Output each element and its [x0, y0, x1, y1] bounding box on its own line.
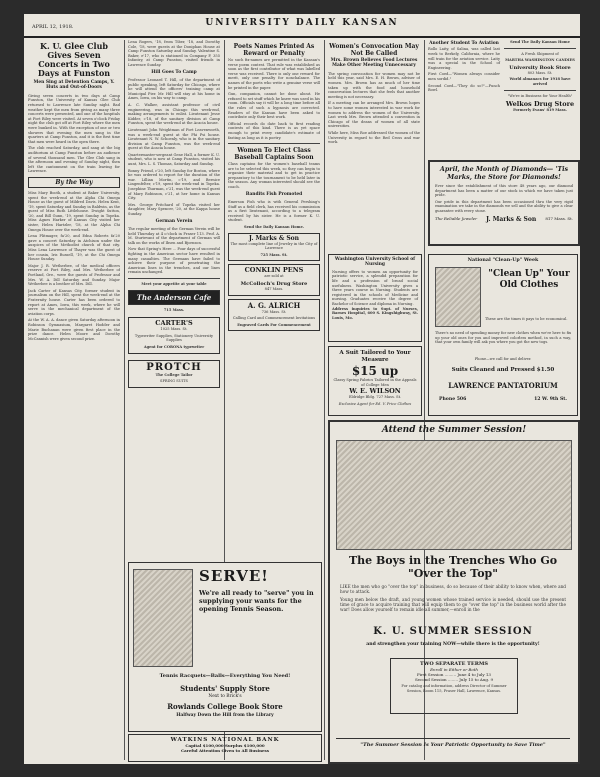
suit-price: $15 up: [351, 364, 399, 378]
protch-ad: [128, 360, 220, 388]
summer-footer: "The Summer Session Is Your Patriotic Opportunity to Save Time": [336, 738, 570, 748]
students-supply: Students' Supply Store: [180, 684, 270, 693]
wilson-address: Eldridge Bldg. 727 Mass. St.: [348, 395, 402, 400]
aviation-heading: Another Student To Aviation: [429, 41, 499, 46]
glee-club-subhead: Men Sing at Detention Camps, Y. Huts and Out-of-Doors: [33, 80, 115, 91]
column-rule: [324, 40, 325, 760]
serve-heading: SERVE!: [199, 567, 269, 585]
ubs-address: 803 Mass. St.: [527, 70, 553, 75]
column-3: [228, 40, 320, 558]
article-text: No such fix-names are permitted in the Kansan's verse poem contest. That rule was established as soon as the first contributor of what was labelled verse was received. There is only one reward for merit, only one penalty for nonchalance. The names of the poets who write a genuine verse will be printed in the paper.: [228, 58, 320, 90]
article-text: Now that Spring's Here ... Four days of successful fighting in the American sector have resulted in many casualties. The Germans have failed to achieve their purpose of penetrating the American lines in the trenches, and our lines remain unchanged.: [128, 247, 220, 275]
april-reliable: The Reliable Jeweler: [435, 215, 478, 221]
trenches-illustration: [336, 440, 572, 550]
convocation-headline: Women's Convocation May Not Be Called: [329, 43, 419, 57]
poets-headline: Poets Names Printed As Reward or Penalty: [233, 43, 315, 57]
article-text: The club reached Saturday, and sang at the big auditorium at Camp Funston before an audience of several thousand men. The Glee Club sang in the afternoon and evening of Sunday night, then left the cantonment on the train leaving for Lawrence.: [28, 146, 120, 174]
carters-ad: [128, 317, 220, 353]
article-text: Professor Leonard T. Hill, of the department of public speaking, left Saturday for Chicago, where he will attend the officers' training camp at Municipal Pier. Mr. Hill will stay at his home in Ames, Iowa, on his way to camp.: [128, 77, 220, 101]
article-text: The regular meeting of the German Verein will be held Thursday at 4 o'clock in Fraser 113. Prof. A. M. Sturtevant of the department of German will talk on the works of Ibsen and Bjornson.: [128, 227, 220, 245]
serve-ad: [128, 562, 322, 732]
german-heading: German Verein: [155, 218, 193, 224]
april-title: April, the Month of Diamonds— 'Tis Marks, the Store for Diamonds!: [439, 165, 569, 181]
protch-sub: SPRING SUITS: [160, 379, 188, 384]
send-daily: Send the Daily Kansan Home.: [244, 225, 304, 230]
article-text: Bonny Friend, c'20, left Sunday for Boston, where he was ordered to report for the duration of the war. Lillian Mortin, c'19, and Bernice Lingenfelter, c'19, spent the week-end in Topeka. Josephine Thurman, c'21, was the week-end guest of Mary Robinson, c'21, at her home in Kansas City.: [128, 168, 220, 201]
glee-club-headline: K. U. Glee Club Gives Seven Concerts in Two Days at Funston: [37, 41, 111, 78]
cleanup-hard: These are the times it pays to be economical.: [485, 317, 568, 321]
terms-heading: TWO SEPARATE TERMS: [420, 661, 488, 667]
article-text: At the W. A. A. dance given Saturday afternoon in Robinson Gymnasium, Margaret Hodder and Marie Buchanan were given first place in the prize dance. Helen Moore and Dorothy McCannish were given second prize.: [28, 318, 120, 341]
april-diamonds-ad: [428, 160, 580, 246]
article-text: If a meeting can be arranged Mrs. Brown hopes to have some women interested in war work for women to address the women of the University. Last week Mrs. Brown attended a convention in Chicago of the deans of women of all state universities.: [328, 101, 420, 129]
washington-heading: Washington University School of Nursing: [334, 257, 416, 268]
april-body-2: Our pride in this department has been occasioned thru the very rigid examination we take in the diamonds we sell and the ability to give a clear guarantee with every stone.: [435, 199, 573, 213]
suit-line: Classy Spring Fabrics Tailored in the Appeals of College Men: [333, 378, 417, 387]
article-text: Rollo Laity, of Salina, was called last week to Berkely, California, where he will train for the aviation service. Laity was a special in the School of Engineering.: [428, 47, 500, 70]
summer-body: LIKE the men who go "over the top" in business, do so because of their ability to know when, where and how to attack.: [340, 584, 566, 595]
joke-second: Second Coed—"They do so?"—Punch Bowl.: [428, 83, 500, 93]
marks-line: The most complete line of Jewelry in the City of Lawrence: [230, 241, 318, 251]
washington-nursing-ad: [328, 254, 422, 342]
april-body: Ever since the establishment of this store 48 years ago, our diamond department has been a matter of our stock in which we have taken just pride.: [435, 184, 573, 198]
carters-agent: Agent for CORONA typewriter: [143, 344, 205, 349]
article-text: Mrs. George Pritchard of Topeka visited her daughter, Mary Spencer, '20, at the Kappa house Sunday.: [128, 202, 220, 216]
serve-items: Tennis Racquets—Balls—Everything You Need!: [159, 673, 291, 679]
article-text: Lieutenant John Weightman of Fort Leavenworth, was a week-end guest at the Phi Psi house. Lieutenant N. W. Schoenly, who is in the sanitary division at Camp Funston, was the week-end guest at the Acacia house.: [128, 127, 220, 151]
cleanup-headline: "Clean Up" Your Old Clothes: [488, 269, 570, 290]
summer-body-2: Young men below the draft, and young women whose trained service is needed, should use the present time of grace to acquire training that will equip them to go "over the top" in the business world after the war! Does allow yourself to remain idle all summer,—enroll in the: [340, 597, 566, 613]
newspaper-page: [24, 14, 580, 764]
serve-body: We're all ready to "serve" you in supplying your wants for the opening Tennis Season.: [199, 589, 314, 613]
article-text: Quartermaster-sergeant Gene Hall, a former K. U. student, who is now at Camp Funston, visited his aunt, Mrs. L. S. Thomas, Saturday and Sunday.: [128, 152, 220, 167]
conklin-ad: [228, 264, 320, 295]
alrich-address: 736 Mass. St.: [261, 309, 287, 314]
summer-strengthen: and strengthen your training NOW—while there is the opportunity!: [366, 642, 540, 647]
fresh-shipment: A Fresh Shipment of: [521, 51, 559, 56]
watkins-name: WATKINS NATIONAL BANK: [170, 737, 280, 743]
first-term: First Session ......... June 4 to July 13: [417, 672, 491, 677]
column-rule: [124, 40, 125, 760]
cleanup-header: National "Clean-Up" Week: [467, 257, 539, 263]
marks-ad: [228, 233, 320, 262]
tennis-player-illustration: [133, 569, 193, 667]
summer-headline: The Boys in the Trenches Who Go "Over the Top": [348, 554, 558, 580]
tailor-illustration: [435, 267, 481, 327]
column-1: [28, 40, 120, 760]
joke-first: First Coed—"Women always consider men sordid.": [428, 72, 500, 81]
article-text: Miss Mary Booth, a student at Baker University, spent the week-end at the Alpha Chi Omega House as the guest of Mildred Davis. Helen Kent, '19, spent Saturday and Sunday in Baldwin, as the guest of Miss Ruth Littlehouse. Dwight Sutton, '20, and Bill Gunn, '19, spent Sunday in Topeka. Miss Agnes Harker of Kansas City visited her sister, Helen Hartzler, '18, at the Alpha Chi Omega House over the week-end.: [28, 190, 120, 232]
summer-session-ad: [328, 420, 580, 764]
pantatorium-address: 12 W. 9th St.: [534, 397, 567, 402]
mccolloch-address: 847 Mass.: [264, 287, 284, 291]
convocation-subhead: Mrs. Brown Believes Food Lectures Make Other Meeting Unnecessary: [330, 58, 418, 69]
welkos-name: Welkos Drug Store: [505, 100, 575, 109]
attend-banner: Attend the Summer Session!: [381, 425, 527, 435]
pantatorium-phone: Phone 506: [439, 397, 467, 402]
next-to: Next to Brick's: [208, 694, 242, 699]
conklin-line: are sold at: [264, 274, 284, 279]
catalog-info: For catalog and information, address Director of Summer Session, Room 115, Fraser Hall, Lawrence, Kansas.: [401, 684, 507, 693]
watkins-ad: [128, 734, 322, 762]
april-address: 817 Mass. St.: [545, 215, 573, 221]
women-baseball-headline: Women To Elect Class Baseball Captains Soon: [234, 147, 314, 162]
by-the-way-box: [28, 177, 120, 188]
article-text: The spring convocation for women may not be held this year, said Mrs. E. H. Brown, adviser of women. Mrs. Brown has as much of her time taken up with the food and household conservation lectures that she feels that another meeting is not necessary.: [328, 71, 420, 99]
watkins-careful: Careful Attention Given to All Business: [180, 748, 270, 753]
article-text: Major J. R. Wetherbee, of the medical officers reserve at Fort Riley, and Mrs. Wetherbee of Portland, Ore., were the guests of Professor and Mrs. W. A. Dill Saturday and Sunday. Major Wetherbee is a brother of Mrs. Dill.: [28, 263, 120, 287]
article-text: Emerson Fish who is with General Pershing's Staff as a field clerk, has received his commission as a first lieutenant, according to a telegram received by his sister. He is a former K. U. student.: [228, 200, 320, 223]
alrich-line: Calling Card and Commencement Invitations: [232, 316, 316, 321]
carters-name: CARTER'S: [155, 319, 193, 328]
bandit-heading: Bandits Fish Promoted: [245, 191, 303, 197]
cleanup-prices: Suits Cleaned and Pressed $1.50: [451, 367, 555, 373]
suit-tailored-ad: [328, 346, 422, 416]
article-text: Gun, companion, cannot be done about. He refused to set stuff which he knew was used in his room. Officials say it will be a long time before all the rules of such a hypnosis are corrected. Readers of the Kansan have been asked to contribute only their best work.: [228, 92, 320, 120]
anderson-address: 715 Mass.: [163, 307, 185, 312]
column-4: [328, 40, 420, 250]
masthead-date: APRIL 12, 1918.: [32, 24, 74, 30]
health-slogan: "We're in Business for Your Health": [507, 93, 573, 98]
welkos-formerly: Formerly Evans' 819 Mass.: [513, 108, 567, 113]
cleanup-body: There's no need of spending money for new clothes when we're here to fix up your old ones for you and improved colorless method, in such a way, that your own family will ask you where you got the new togs.: [435, 331, 571, 345]
alrich-name: A. G. ALRICH: [247, 300, 301, 310]
send-daily-2: Send The Daily Kansan Home: [510, 40, 570, 44]
mccolloch-name: McColloch's Drug Store: [240, 281, 308, 287]
pantatorium-name: LAWRENCE PANTATORIUM: [448, 381, 558, 390]
protch-name: PROTCH: [146, 361, 202, 373]
article-text: Jack Carter of Kansas City, former student in journalism on the Hill, spent the week-end at the Fraternity house. Carter has been ordered to report at Ames, Iowa, this week, where he will serve in the mechanical department of the aviation corps.: [28, 288, 120, 316]
ubs-name: University Book Store: [509, 64, 571, 71]
terms-sub: Enroll in Either or Both: [430, 667, 478, 672]
article-text: While here, Miss Roe addressed the women of the University in regard to the Red Cross and war work.: [328, 130, 420, 145]
anderson-cafe-ad: [128, 290, 220, 305]
alrich-sub: Engraved Cards For Commencement: [237, 322, 311, 327]
article-text: Lena Rogers, '18, from Tiber, '18, and Dorothy Cole, '18, were guests at the Doniphan House at Camp Funston Saturday and Sunday. Valentine S. Baker, e'17, who is stationed in Company F, 355 Infantry, at Camp Funston, visited friends in Lawrence Sunday.: [128, 40, 220, 67]
terms-box: [390, 658, 518, 714]
article-text: Class captains for the women's baseball teams are to be selected this week, so they can begin to organize their material and to get in practice preparatory to the tournament to be held later in the season. Any woman interested should see the coach.: [228, 162, 320, 190]
washington-body: Nursing offers to women an opportunity for patriotic service, a splendid preparation for life and a profession of broad social usefulness. Washington University gives a three years course in Nursing. Students are registered in the schools of Medicine and nursing. Graduates receive the degree of Bachelor of Science and diploma in Nursing.: [332, 269, 418, 306]
wilson-name: W. E. WILSON: [349, 387, 401, 396]
protch-line: The College Tailor: [155, 372, 193, 377]
washington-address: Address inquiries to Supt. of Nurses, Barnes Hospital, 600 S. Kingshighway, St. Louis, Mo.: [332, 306, 418, 320]
anderson-name: The Anderson Cafe: [136, 292, 212, 302]
ku-summer-session: K. U. SUMMER SESSION: [373, 626, 533, 637]
second-term: Second Session ........ July 15 to Aug. 9: [414, 677, 494, 682]
wilson-sub: Exclusive Agent for Ed. V. Price Clothes: [338, 401, 412, 406]
column-5: [428, 40, 576, 160]
halfway: Halfway Down the Hill from the Library: [176, 713, 274, 718]
suit-heading: A Suit Tailored to Your Measure: [339, 350, 411, 363]
meet-text: Meet your appetite at your table: [141, 281, 207, 286]
cleanup-phone: Phone—we call for and deliver.: [474, 357, 532, 361]
hill-heading: Hill Goes To Camp: [151, 69, 197, 75]
masthead: [24, 14, 580, 38]
watkins-capital: Capital $100,000 Surplus $100,000: [185, 743, 265, 748]
article-text: Lena Plitmager, fa'20, and Edna Roberts fa'20 gave a concert Saturday in Atchison under the auspices of the Methodist church of that city. Miss Lena Lawrence of Thayer was the guest of her cousin, Iris Russell, '19, at the Chi Omega House Sunday.: [28, 234, 120, 262]
article-text: A. C. Walker, assistant professor of civil engineering, was in Chicago this week-end, making arrangements to enlist. Lieutenant Jesse Kidder, c'18, of the sanitary division at Camp Funston, spent the week-end at the Acacia house.: [128, 102, 220, 126]
by-the-way-heading: By the Way: [55, 178, 93, 186]
april-marks: J. Marks & Son: [486, 215, 537, 223]
clean-up-ad: [428, 254, 578, 416]
marks-name: J. Marks & Son: [248, 234, 300, 242]
rowlands: Rowlands College Book Store: [167, 702, 283, 711]
almanac-note: World almanacs for 1918 have arrived: [509, 77, 571, 86]
masthead-title: UNIVERSITY DAILY KANSAN: [205, 18, 399, 28]
carters-line: Typewriter Supplies, Stationery University Supplies: [134, 333, 214, 343]
marks-address: 725 Mass. St.: [260, 252, 288, 257]
carters-address: 1025 Mass. St.: [160, 327, 188, 332]
article-text: Giving seven concerts in two days at Camp Funston, the University of Kansas Glee Club returned to Lawrence late Sunday night. Bad weather kept the men from giving as many three concerts were presented, and one of the hospitals at Fort Riley were visited. At seven o'clock Friday night the club got off at Fort Riley where the men were bunked in. With the exception of one or two showers that evening the men sang in the quarters at Camp Funston, and it is the first time that men were heard in the open there.: [28, 93, 120, 144]
conklin-name: CONKLIN PENS: [244, 266, 304, 275]
martha-candies: MARTHA WASHINGTON CANDIES: [505, 58, 575, 63]
article-text: Official records do date back to first reading contests of this kind. There is as yet space enough to print every candidate's estimate of fasting as long as it is poetry.: [228, 121, 320, 140]
alrich-ad: [228, 299, 320, 332]
